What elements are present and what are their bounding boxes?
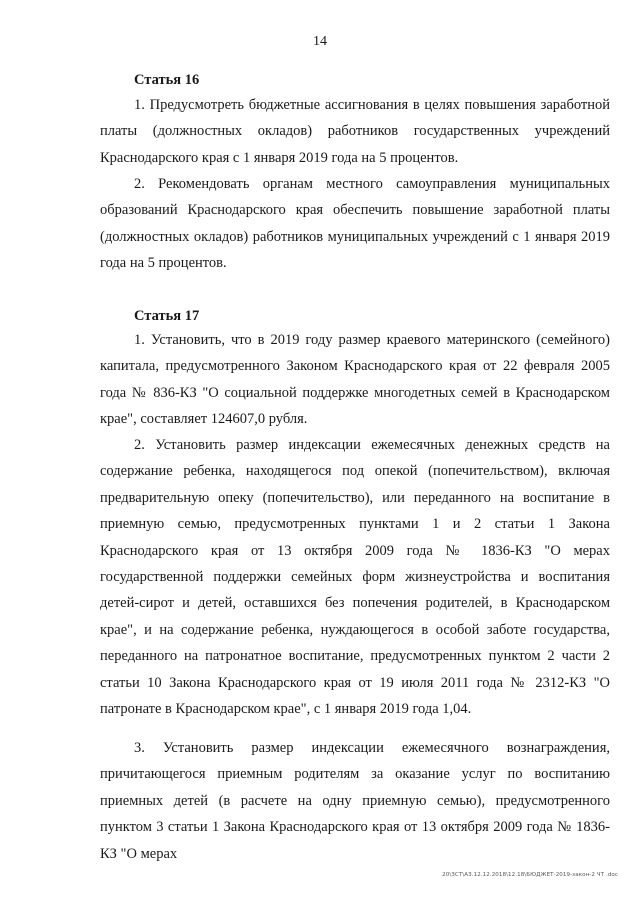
article-16-paragraph-2: 2. Рекомендовать органам местного самоуправления муниципальных образований Краснодарского края обеспечить повышение заработной платы (должностных окладов) работников муниципальных учреждений с 1 января 2019 года на 5 процентов. [100, 176, 610, 272]
article-17-paragraph-3: 3. Установить размер индексации ежемесячного вознаграждения, причитающегося приемным родителям за оказание услуг по воспитанию приемных детей (в расчете на одну приемную семью), предусмотренного пунктом 3 статьи 1 Закона Краснодарского края от 13 октября 2009 года № 1836-КЗ "О мерах [100, 740, 610, 862]
article-17-heading: Статья 17 [134, 308, 200, 324]
footer-file-path: 20\ЗСТ\АЗ.12.12.2018\12.18\БЮДЖЕТ-2019-закон-2 ЧТ .doc [442, 872, 618, 878]
page-number: 14 [313, 34, 327, 49]
article-16-paragraph-1: 1. Предусмотреть бюджетные ассигнования в целях повышения заработной платы (должностных окладов) работников государственных учреждений Краснодарского края с 1 января 2019 года на 5 процентов. [100, 97, 610, 166]
article-16-heading: Статья 16 [134, 72, 200, 88]
article-17-paragraph-1: 1. Установить, что в 2019 году размер краевого материнского (семейного) капитала, предусмотренного Законом Краснодарского края от 22 февраля 2005 года № 836-КЗ "О социальной поддержке многодетных семей в Краснодарском крае", составляет 124607,0 рубля. [100, 332, 610, 428]
article-17-paragraph-2: 2. Установить размер индексации ежемесячных денежных средств на содержание ребенка, находящегося под опекой (попечительством), включая предварительную опеку (попечительство), или переданного на воспитание в приемную семью, предусмотренных пунктами 1 и 2 статьи 1 Закона Краснодарского края от 13 октября 2009 года № 1836-КЗ "О мерах государственной поддержки семейных форм жизнеустройства и воспитания детей-сирот и детей, оставшихся без попечения родителей, в Краснодарском крае", и на содержание ребенка, нуждающегося в особой заботе государства, переданного на патронатное воспитание, предусмотренных пунктом 2 части 2 статьи 10 Закона Краснодарского края от 19 июля 2011 года № 2312-КЗ "О патронате в Краснодарском крае", с 1 января 2019 года 1,04. [100, 437, 610, 718]
